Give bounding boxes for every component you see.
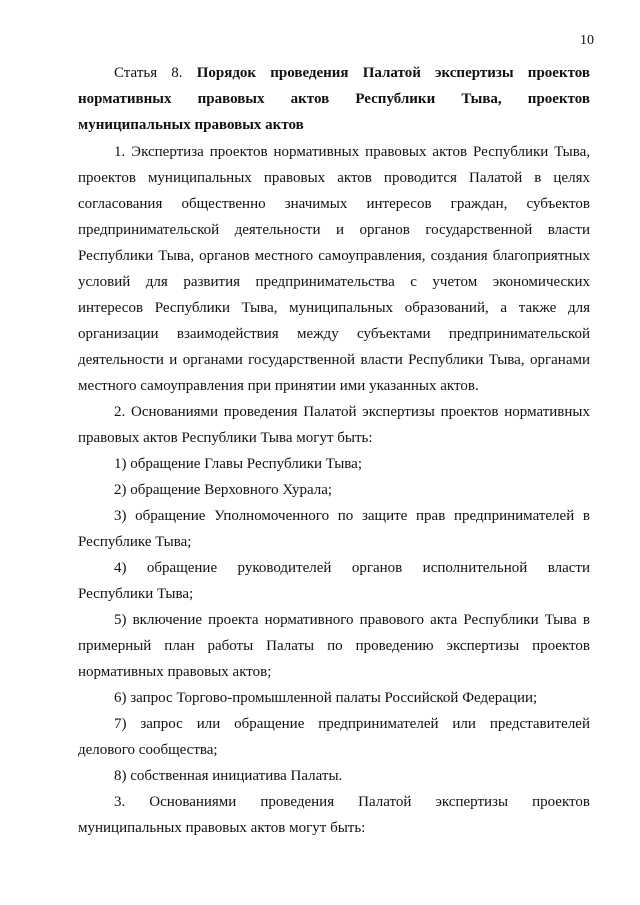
text-line: деятельности и органами государственной власти Республики Тыва, органами bbox=[78, 352, 590, 368]
text-line: предпринимательской деятельности и органов государственной власти bbox=[78, 222, 590, 238]
paragraph-1 bbox=[78, 139, 590, 399]
text-line: Республики Тыва, органов местного самоуправления, создания благоприятных bbox=[78, 248, 590, 264]
text-line: 3. Основаниями проведения Палатой экспертизы проектов bbox=[114, 794, 590, 810]
text-line: правовых актов Республики Тыва могут быть: bbox=[78, 430, 373, 446]
list-item-6 bbox=[78, 685, 590, 711]
text-line: 6) запрос Торгово-промышленной палаты Российской Федерации; bbox=[114, 690, 538, 706]
text-line: местного самоуправления при принятии ими указанных актов. bbox=[78, 378, 479, 394]
list-item-3 bbox=[78, 503, 590, 555]
text-line: 1) обращение Главы Республики Тыва; bbox=[114, 456, 363, 472]
article-title-start: Порядок проведения Палатой экспертизы проектов bbox=[196, 65, 590, 81]
text-line: Республике Тыва; bbox=[78, 534, 192, 550]
text-line: 2) обращение Верховного Хурала; bbox=[114, 482, 333, 498]
text-line: 3) обращение Уполномоченного по защите прав предпринимателей в bbox=[114, 508, 590, 524]
list-item-2 bbox=[78, 477, 590, 503]
list-item-8 bbox=[78, 763, 590, 789]
paragraph-2 bbox=[78, 399, 590, 451]
list-item-1 bbox=[78, 451, 590, 477]
article-heading-line: нормативных правовых актов Республики Тыва, проектов bbox=[78, 91, 590, 107]
article-heading bbox=[78, 60, 590, 138]
list-item-7 bbox=[78, 711, 590, 763]
text-line: интересов Республики Тыва, муниципальных образований, а также для bbox=[78, 300, 590, 316]
document-body bbox=[78, 60, 590, 841]
article-number: Статья 8. bbox=[114, 65, 197, 81]
page-number: 10 bbox=[580, 33, 594, 48]
list-item-4 bbox=[78, 555, 590, 607]
text-line: проектов муниципальных правовых актов проводится Палатой в целях bbox=[78, 170, 590, 186]
text-line: 2. Основаниями проведения Палатой экспертизы проектов нормативных bbox=[114, 404, 590, 420]
text-line: делового сообщества; bbox=[78, 742, 218, 758]
text-line: условий для развития предпринимательства с учетом экономических bbox=[78, 274, 590, 290]
list-item-5 bbox=[78, 607, 590, 685]
paragraph-3 bbox=[78, 789, 590, 841]
text-line: нормативных правовых актов; bbox=[78, 664, 272, 680]
text-line: 8) собственная инициатива Палаты. bbox=[114, 768, 343, 784]
article-heading-line: муниципальных правовых актов bbox=[78, 117, 304, 133]
text-line: 1. Экспертиза проектов нормативных правовых актов Республики Тыва, bbox=[114, 144, 590, 160]
text-line: примерный план работы Палаты по проведению экспертизы проектов bbox=[78, 638, 590, 654]
text-line: организации взаимодействия между субъектами предпринимательской bbox=[78, 326, 590, 342]
text-line: 4) обращение руководителей органов исполнительной власти bbox=[114, 560, 590, 576]
text-line: муниципальных правовых актов могут быть: bbox=[78, 820, 366, 836]
text-line: 5) включение проекта нормативного правового акта Республики Тыва в bbox=[114, 612, 590, 628]
text-line: согласования общественно значимых интересов граждан, субъектов bbox=[78, 196, 590, 212]
text-line: 7) запрос или обращение предпринимателей или представителей bbox=[114, 716, 590, 732]
text-line: Республики Тыва; bbox=[78, 586, 194, 602]
article-heading-line bbox=[78, 60, 590, 86]
